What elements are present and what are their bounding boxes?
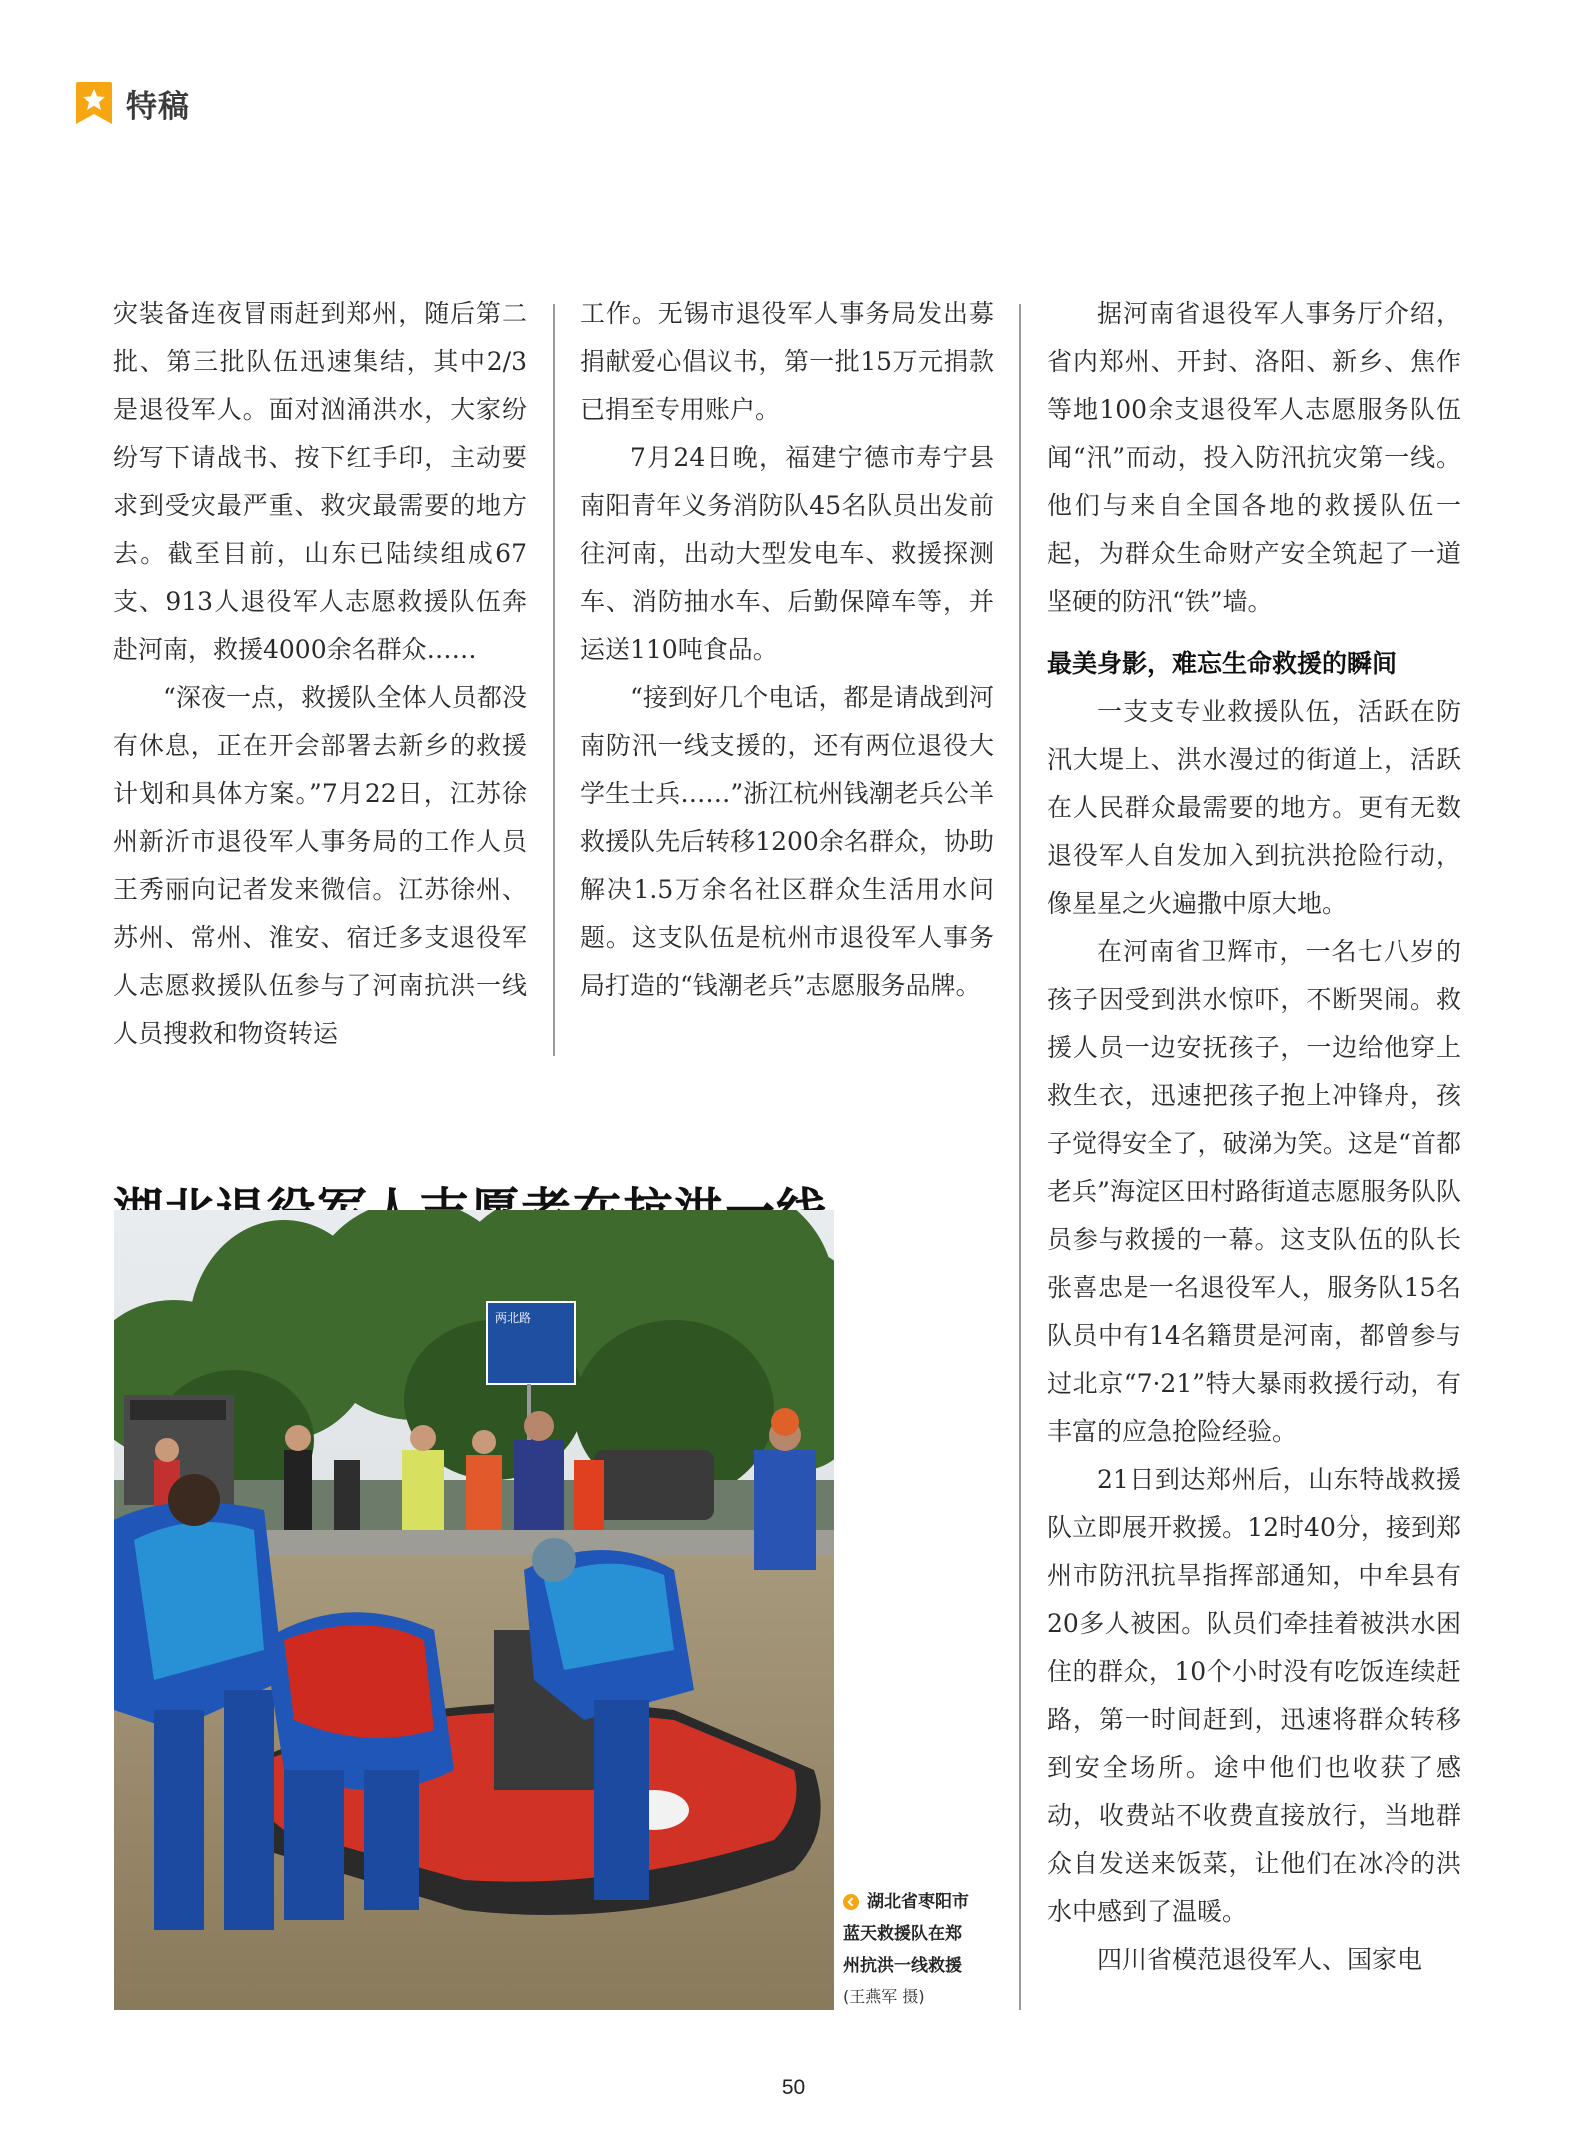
column-divider xyxy=(1019,304,1021,2010)
chevron-left-circle-icon xyxy=(843,1894,859,1910)
paragraph: “接到好几个电话，都是请战到河南防汛一线支援的，还有两位退役大学生士兵……”浙江杭州钱潮老兵公羊救援队先后转移1200余名群众，协助解决1.5万余名社区群众生活用水问题。这支队伍是杭州市退役军人事务局打造的“钱潮老兵”志愿服务品牌。 xyxy=(580,683,994,1000)
paragraph: 四川省模范退役军人、国家电 xyxy=(1097,1945,1423,1974)
star-bookmark-icon xyxy=(74,80,114,126)
paragraph: 7月24日晚，福建宁德市寿宁县南阳青年义务消防队45名队员出发前往河南，出动大型发电车、救援探测车、消防抽水车、后勤保障车等，并运送110吨食品。 xyxy=(580,443,994,664)
paragraph: 一支支专业救援队伍，活跃在防汛大堤上、洪水漫过的街道上，活跃在人民群众最需要的地方。更有无数退役军人自发加入到抗洪抢险行动，像星星之火遍撒中原大地。 xyxy=(1047,697,1461,918)
paragraph: 工作。无锡市退役军人事务局发出募捐献爱心倡议书，第一批15万元捐款已捐至专用账户。 xyxy=(580,299,994,424)
caption-line xyxy=(843,1918,1011,1950)
photo-caption xyxy=(843,1886,1011,2012)
rescue-photo xyxy=(114,1210,834,2010)
caption-line xyxy=(843,1950,1011,1982)
article-column-3 xyxy=(1047,290,1461,1984)
section-subheading: 最美身影，难忘生命救援的瞬间 xyxy=(1047,649,1398,678)
paragraph: 灾装备连夜冒雨赶到郑州，随后第二批、第三批队伍迅速集结，其中2/3是退役军人。面对汹涌洪水，大家纷纷写下请战书、按下红手印，主动要求到受灾最严重、救灾最需要的地方去。截至目前，山东已陆续组成67支、913人退役军人志愿救援队伍奔赴河南，救援4000余名群众…… xyxy=(113,299,527,664)
road-sign-text: 两北路 xyxy=(495,1311,532,1325)
column-divider xyxy=(553,304,555,1056)
paragraph: 在河南省卫辉市，一名七八岁的孩子因受到洪水惊吓，不断哭闹。救援人员一边安抚孩子，一边给他穿上救生衣，迅速把孩子抱上冲锋舟，孩子觉得安全了，破涕为笑。这是“首都老兵”海淀区田村路街道志愿服务队队员参与救援的一幕。这支队伍的队长张喜忠是一名退役军人，服务队15名队员中有14名籍贯是河南，都曾参与过北京“7·21”特大暴雨救援行动，有丰富的应急抢险经验。 xyxy=(1047,937,1461,1446)
paragraph: 据河南省退役军人事务厅介绍，省内郑州、开封、洛阳、新乡、焦作等地100余支退役军人志愿服务队伍闻“汛”而动，投入防汛抗灾第一线。他们与来自全国各地的救援队伍一起，为群众生命财产安全筑起了一道坚硬的防汛“铁”墙。 xyxy=(1047,299,1461,616)
photo-credit: (王燕军 摄) xyxy=(843,1987,925,2006)
caption-text: 蓝天救援队在郑 xyxy=(843,1924,962,1944)
article-column-2 xyxy=(580,290,994,1010)
page-number: 50 xyxy=(781,2076,806,2099)
caption-text: 湖北省枣阳市 xyxy=(867,1892,969,1912)
section-tag xyxy=(74,78,190,128)
paragraph: 21日到达郑州后，山东特战救援队立即展开救援。12时40分，接到郑州市防汛抗旱指挥部通知，中牟县有20多人被困。队员们牵挂着被洪水困住的群众，10个小时没有吃饭连续赶路，第一时间赶到，迅速将群众转移到安全场所。途中他们也收获了感动，收费站不收费直接放行，当地群众自发送来饭菜，让他们在冰冷的洪水中感到了温暖。 xyxy=(1047,1465,1461,1926)
paragraph: “深夜一点，救援队全体人员都没有休息，正在开会部署去新乡的救援计划和具体方案。”7月22日，江苏徐州新沂市退役军人事务局的工作人员王秀丽向记者发来微信。江苏徐州、苏州、常州、淮安、宿迁多支退役军人志愿救援队伍参与了河南抗洪一线人员搜救和物资转运 xyxy=(113,683,527,1048)
caption-text: 州抗洪一线救援 xyxy=(843,1956,962,1976)
caption-line xyxy=(843,1886,1011,1918)
article-column-1 xyxy=(113,290,527,1058)
section-label: 特稿 xyxy=(126,88,190,125)
